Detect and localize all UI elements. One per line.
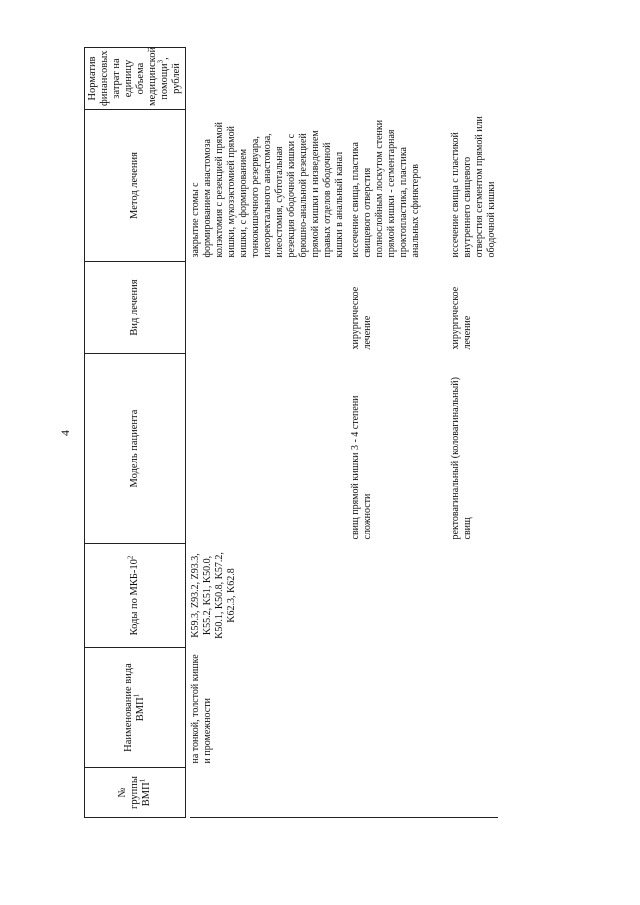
header-cost-norm: Норматив финансовых затрат на единицу объема медицинской помощи$^3$, рублей: [85, 48, 186, 110]
cell-vmp-name: на тонкой, толстой кишке и промежности: [190, 654, 213, 764]
cell-cost-norm: [190, 48, 346, 110]
cell-cost-norm: [346, 48, 446, 110]
cell-treatment-method: иссечение свища с пластикой внутреннего свищевого отверстия сегментом прямой или ободочной кишки: [450, 116, 497, 258]
cell-cost-norm: [446, 48, 498, 110]
cell-group: [346, 768, 446, 818]
cell-treatment-type: [190, 262, 346, 354]
header-vmp-name: Наименование вида ВМП$^1$: [85, 648, 186, 768]
cell-mkb-codes: [446, 544, 498, 648]
header-patient-model: Модель пациента: [85, 354, 186, 544]
header-treatment-method: Метод лечения: [85, 110, 186, 262]
cell-treatment-type: хирургическое лечение: [350, 286, 373, 350]
cell-mkb-codes: [346, 544, 446, 648]
header-treatment-type: Вид лечения: [85, 262, 186, 354]
table-row: [190, 48, 346, 818]
cell-group: [190, 768, 346, 818]
cell-treatment-method: иссечение свища, пластика свищевого отверстия полнослойным лоскутом стенки прямой кишки - сегментарная проктопластика, пластика анальных сфинктеров: [350, 119, 421, 258]
cell-group: [446, 768, 498, 818]
cell-patient-model: свищ прямой кишки 3 - 4 степени сложности: [350, 395, 373, 540]
cell-treatment-type: хирургическое лечение: [450, 286, 473, 350]
header-group: № группы ВМП$^1$: [85, 768, 186, 818]
page-number: 4: [58, 430, 72, 436]
rotated-page: [58, 48, 602, 818]
header-mkb-codes: Коды по МКБ-$10^2$: [85, 544, 186, 648]
table-row: [446, 48, 498, 818]
cell-treatment-method: закрытие стомы с формированием анастомоза колэктомия с резекцией прямой кишки, мукозэктомией прямой кишки, с формированием тонкокишечного резервуара, илеоректального анастомоза, илеостомия, субтотальная резекция ободочной кишки с брюшно-анальной резекцией прямой кишки и низведением правых отделов ободочной кишки в анальный канал: [190, 122, 345, 258]
table-body: [190, 48, 498, 819]
header-row: [85, 48, 186, 818]
cell-mkb-codes: K59.3, Z93.2, Z93.3, K55.2, K51, K50.0, K50.1, K50.8, K57.2, K62.3, K62.8: [190, 552, 237, 639]
table-header: [84, 47, 186, 818]
cell-vmp-name: [346, 648, 446, 768]
table-row: [346, 48, 446, 818]
cell-patient-model: [190, 354, 346, 544]
cell-patient-model: ректовагинальный (коловагинальный) свищ: [450, 377, 473, 540]
cell-vmp-name: [446, 648, 498, 768]
